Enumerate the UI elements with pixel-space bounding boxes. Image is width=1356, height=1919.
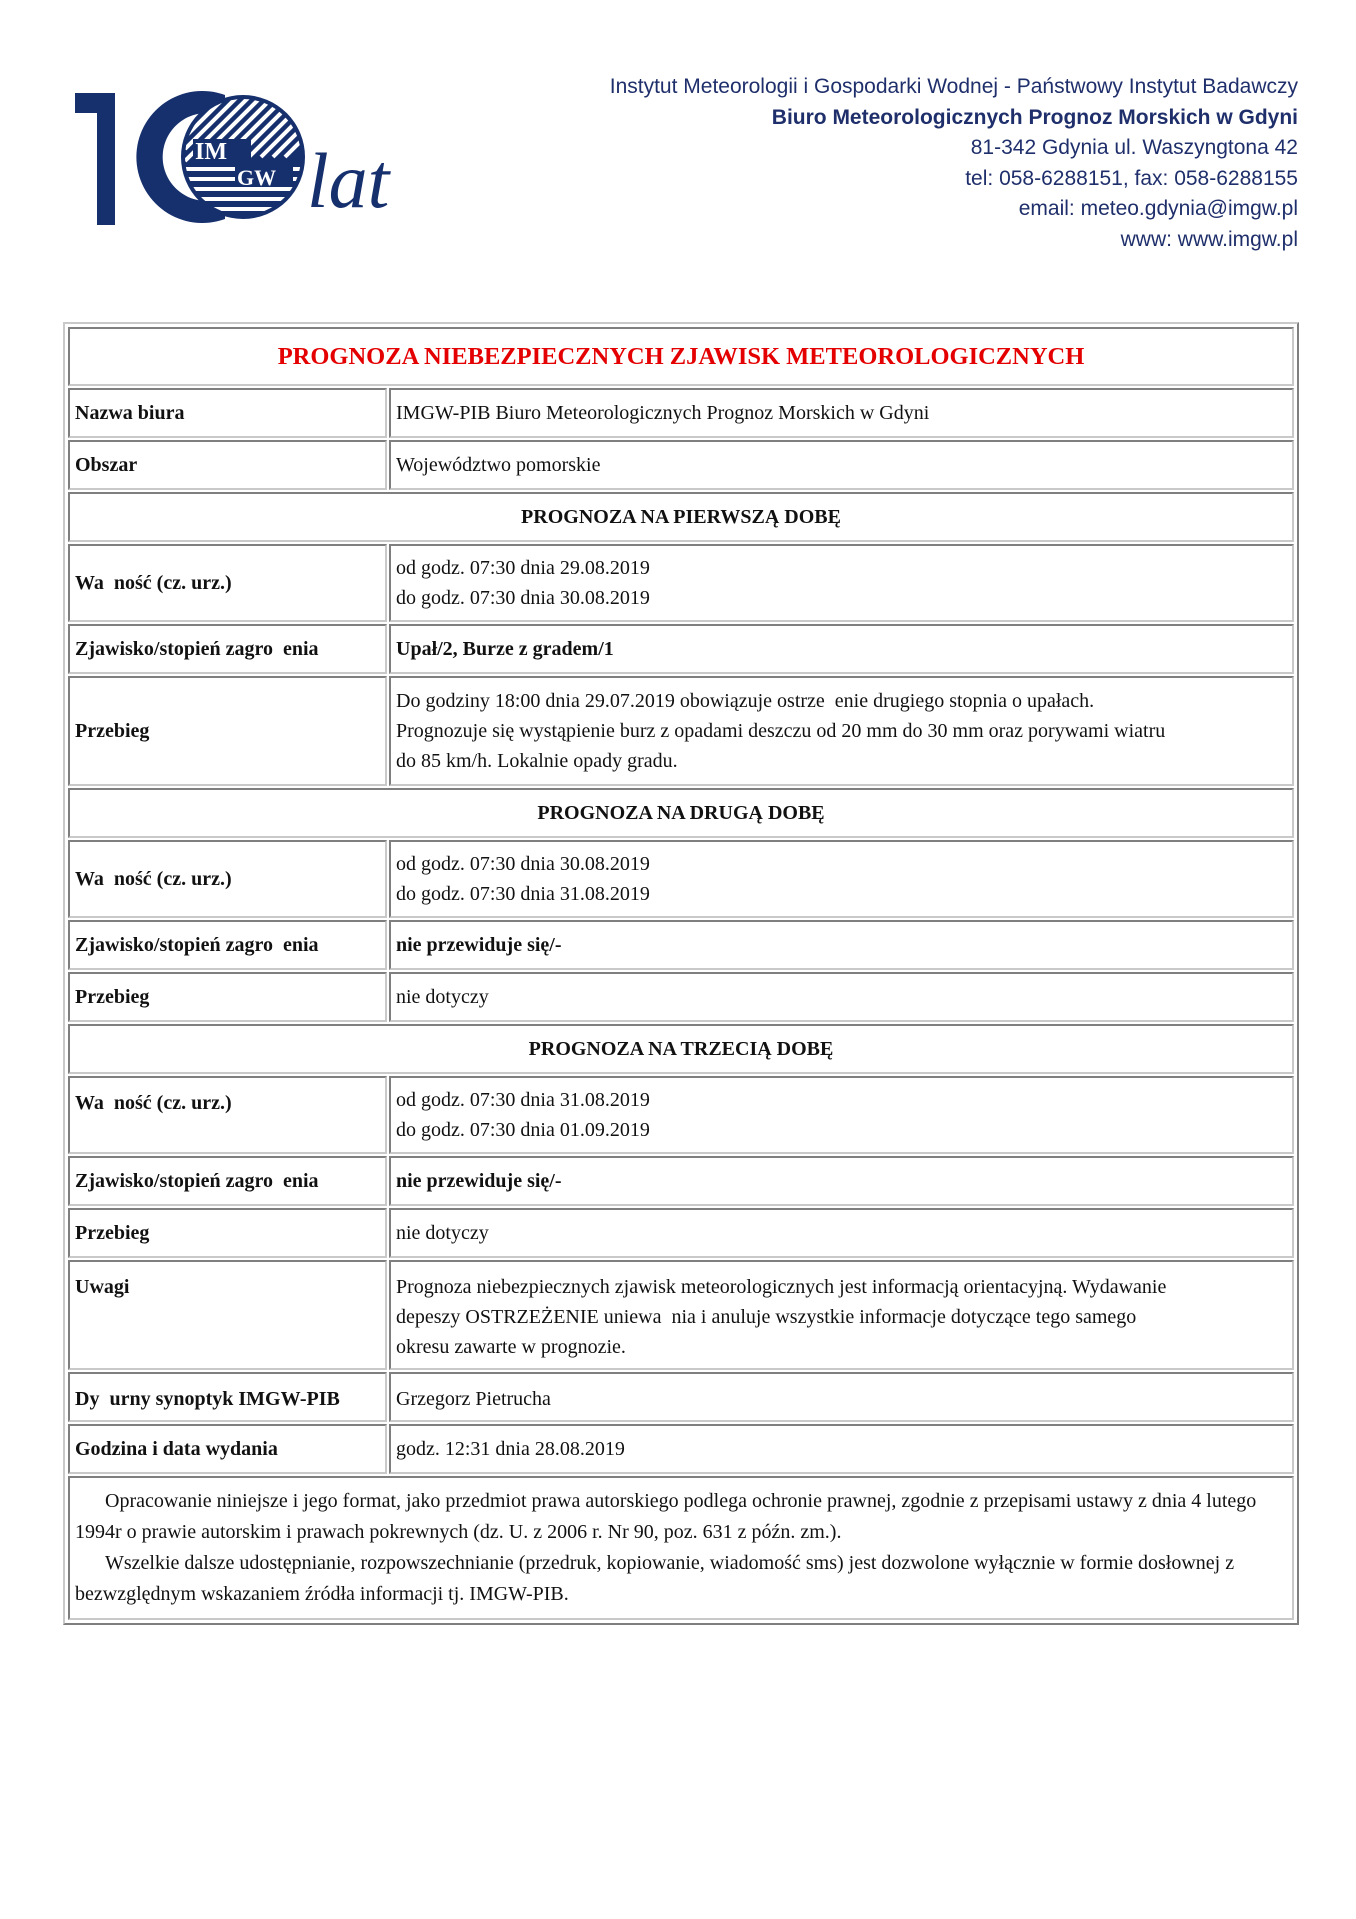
day2-course-value: nie dotyczy xyxy=(389,972,1294,1022)
day2-heading: PROGNOZA NA DRUGĄ DOBĘ xyxy=(68,788,1294,838)
day2-phenomenon-label: Zjawisko/stopień zagro enia xyxy=(68,920,387,970)
table-row-day1-course xyxy=(68,676,1294,786)
area-label: Obszar xyxy=(68,440,387,490)
letterhead xyxy=(610,72,1298,255)
distribution-paragraph: Wszelkie dalsze udostępnianie, rozpowszechnianie (przedruk, kopiowanie, wiadomość sms) jest dozwolone wyłącznie w formie dosłownej z bezwzględnym wskazaniem źródła informacji tj. IMGW-PIB. xyxy=(75,1552,1235,1605)
day1-course-line: Prognozuje się wystąpienie burz z opadami deszczu od 20 mm do 30 mm oraz porywami wiatru xyxy=(396,720,1166,742)
area-value: Województwo pomorskie xyxy=(389,440,1294,490)
remarks-value xyxy=(389,1260,1294,1370)
table-row-day1-phenomenon xyxy=(68,624,1294,674)
office-name: Biuro Meteorologicznych Prognoz Morskich w Gdyni xyxy=(771,105,1298,129)
day2-validity-from: od godz. 07:30 dnia 30.08.2019 xyxy=(396,853,650,875)
copyright-notice xyxy=(68,1476,1294,1620)
day1-course-line: Do godziny 18:00 dnia 29.07.2019 obowiązuje ostrze enie drugiego stopnia o upałach. xyxy=(396,690,1095,712)
svg-text:lat: lat xyxy=(307,137,390,224)
office-address: 81-342 Gdynia ul. Waszyngtona 42 xyxy=(970,136,1298,159)
office-label: Nazwa biura xyxy=(68,388,387,438)
day1-phenomenon-value: Upał/2, Burze z gradem/1 xyxy=(389,624,1294,674)
day1-course-label: Przebieg xyxy=(68,676,387,786)
table-row-day3-validity xyxy=(68,1076,1294,1154)
day2-course-label: Przebieg xyxy=(68,972,387,1022)
remarks-line: depeszy OSTRZEŻENIE uniewa nia i anuluje wszystkie informacje dotyczące tego samego xyxy=(396,1306,1137,1328)
day3-phenomenon-value: nie przewiduje się/- xyxy=(389,1156,1294,1206)
table-row-day2-phenomenon xyxy=(68,920,1294,970)
day3-heading: PROGNOZA NA TRZECIĄ DOBĘ xyxy=(68,1024,1294,1074)
day3-course-label: Przebieg xyxy=(68,1208,387,1258)
day2-validity-label: Wa ność (cz. urz.) xyxy=(68,840,387,918)
day2-phenomenon-value: nie przewiduje się/- xyxy=(389,920,1294,970)
issued-label: Godzina i data wydania xyxy=(68,1424,387,1474)
day1-course-value xyxy=(389,676,1294,786)
table-row-day3-phenomenon xyxy=(68,1156,1294,1206)
remarks-line: okresu zawarte w prognozie. xyxy=(396,1336,626,1358)
table-row-office xyxy=(68,388,1294,438)
day3-validity-label: Wa ność (cz. urz.) xyxy=(68,1076,387,1154)
day3-validity-to: do godz. 07:30 dnia 01.09.2019 xyxy=(396,1119,650,1141)
institute-name: Instytut Meteorologii i Gospodarki Wodnej - Państwowy Instytut Badawczy xyxy=(609,75,1298,98)
day1-validity-from: od godz. 07:30 dnia 29.08.2019 xyxy=(396,557,650,579)
table-row-day1-validity xyxy=(68,544,1294,622)
copyright-paragraph: Opracowanie niniejsze i jego format, jako przedmiot prawa autorskiego podlega ochronie prawnej, zgodnie z przepisami ustawy z dnia 4 lutego 1994r o prawie autorskim i prawach pokrewnych (dz. U. z 2006 r. Nr 90, poz. 631 z późn. zm.). xyxy=(75,1490,1257,1543)
table-row-forecaster xyxy=(68,1372,1294,1422)
imgw-100-years-logo xyxy=(75,85,410,230)
table-row-remarks xyxy=(68,1260,1294,1370)
office-value: IMGW-PIB Biuro Meteorologicznych Prognoz Morskich w Gdyni xyxy=(389,388,1294,438)
document-title: PROGNOZA NIEBEZPIECZNYCH ZJAWISK METEOROLOGICZNYCH xyxy=(68,327,1294,386)
forecast-table-frame xyxy=(63,322,1299,1625)
forecaster-value: Grzegorz Pietrucha xyxy=(389,1372,1294,1422)
day1-validity-to: do godz. 07:30 dnia 30.08.2019 xyxy=(396,587,650,609)
day3-phenomenon-label: Zjawisko/stopień zagro enia xyxy=(68,1156,387,1206)
forecaster-label: Dy urny synoptyk IMGW-PIB xyxy=(68,1372,387,1422)
issued-value: godz. 12:31 dnia 28.08.2019 xyxy=(389,1424,1294,1474)
day2-validity-value xyxy=(389,840,1294,918)
table-row-issued xyxy=(68,1424,1294,1474)
table-row-day2-validity xyxy=(68,840,1294,918)
day1-heading: PROGNOZA NA PIERWSZĄ DOBĘ xyxy=(68,492,1294,542)
svg-text:IM: IM xyxy=(195,139,227,165)
day1-validity-value xyxy=(389,544,1294,622)
logo-graphic-icon xyxy=(75,85,410,230)
day3-validity-value xyxy=(389,1076,1294,1154)
office-phone: tel: 058-6288151, fax: 058-6288155 xyxy=(965,166,1298,190)
remarks-line: Prognoza niebezpiecznych zjawisk meteorologicznych jest informacją orientacyjną. Wydawanie xyxy=(396,1276,1167,1298)
day1-validity-label: Wa ność (cz. urz.) xyxy=(68,544,387,622)
remarks-label: Uwagi xyxy=(68,1260,387,1370)
day1-phenomenon-label: Zjawisko/stopień zagro enia xyxy=(68,624,387,674)
day1-course-line: do 85 km/h. Lokalnie opady gradu. xyxy=(396,750,678,772)
day3-course-value: nie dotyczy xyxy=(389,1208,1294,1258)
day3-validity-from: od godz. 07:30 dnia 31.08.2019 xyxy=(396,1089,650,1111)
svg-text:GW: GW xyxy=(237,165,277,190)
day2-validity-to: do godz. 07:30 dnia 31.08.2019 xyxy=(396,883,650,905)
office-email[interactable]: email: meteo.gdynia@imgw.pl xyxy=(1018,197,1298,220)
table-row-area xyxy=(68,440,1294,490)
table-row-day3-course xyxy=(68,1208,1294,1258)
forecast-table xyxy=(66,325,1296,1622)
office-website[interactable]: www: www.imgw.pl xyxy=(1120,227,1298,251)
table-row-day2-course xyxy=(68,972,1294,1022)
